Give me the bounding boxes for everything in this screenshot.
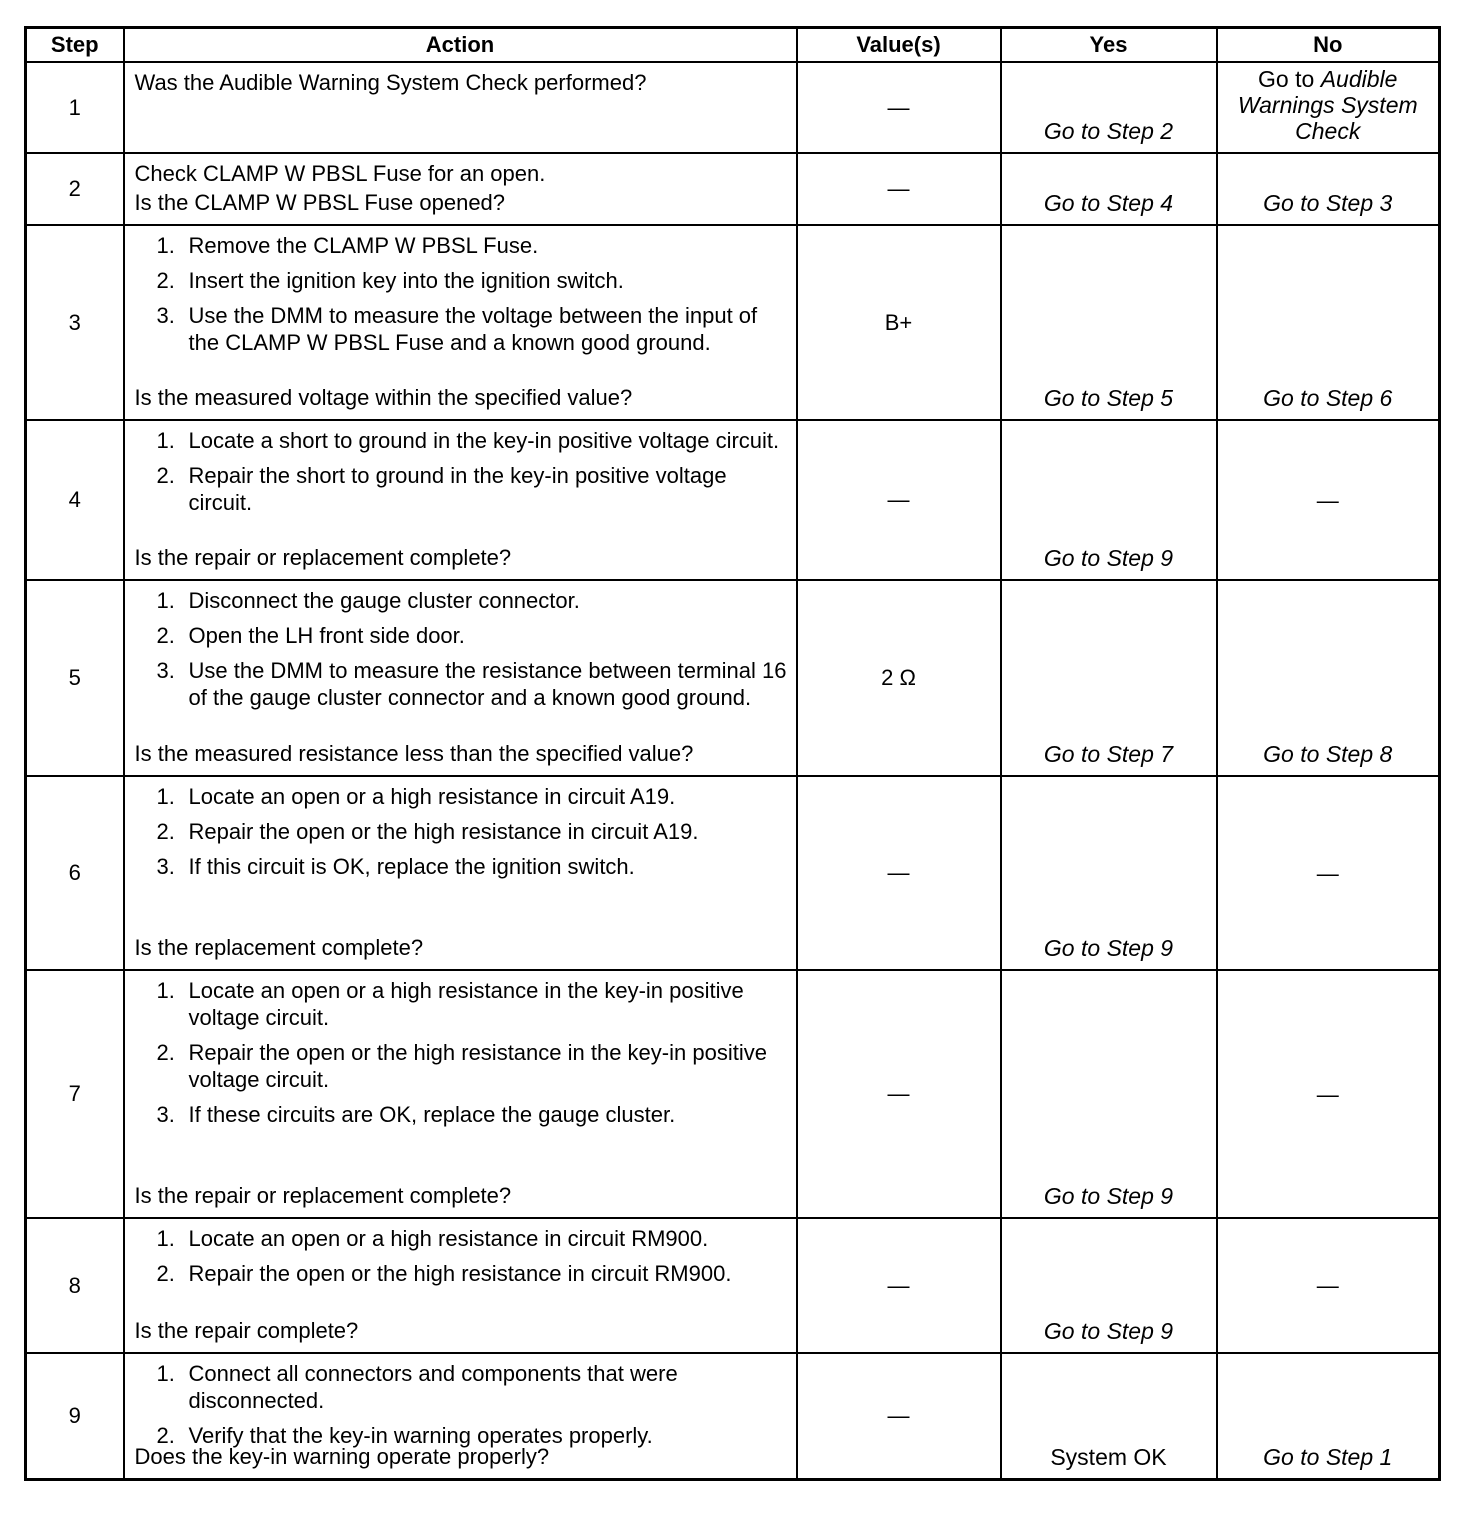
yes-result: Go to Step 5 <box>1043 385 1174 411</box>
step-number: 9 <box>26 1353 124 1479</box>
no-result: — <box>1316 1081 1339 1107</box>
sub-step-item <box>135 657 788 711</box>
action-content <box>135 587 788 769</box>
sub-step-text: Locate a short to ground in the key-in positive voltage circuit. <box>188 428 780 453</box>
table-row <box>26 1353 1440 1479</box>
sub-step-item <box>135 267 788 294</box>
sub-step-text: Repair the open or the high resistance in circuit RM900. <box>188 1261 732 1286</box>
sub-step-text: Connect all connectors and components that were disconnected. <box>188 1361 678 1413</box>
action-question: Is the replacement complete? <box>134 935 424 960</box>
sub-step-text: Locate an open or a high resistance in the key-in positive voltage circuit. <box>188 978 744 1030</box>
no-result: Go to Step 1 <box>1263 1443 1393 1470</box>
header-step: Step <box>26 28 124 63</box>
step-number: 7 <box>26 970 124 1218</box>
header-no: No <box>1217 28 1440 63</box>
no-cell <box>1217 420 1440 580</box>
sub-step-list <box>135 783 788 880</box>
sub-step-item <box>135 818 788 845</box>
table-row <box>26 225 1440 420</box>
no-cell <box>1217 580 1440 776</box>
sub-step-item <box>135 1360 788 1414</box>
step-number: 1 <box>26 62 124 153</box>
action-content <box>135 1360 788 1472</box>
value-cell: — <box>797 62 1001 153</box>
value-cell: 2 Ω <box>797 580 1001 776</box>
no-result: Go to Step 6 <box>1263 385 1393 411</box>
sub-step-number: 1. <box>156 1226 175 1251</box>
no-result-prefix: Go to <box>1258 66 1315 92</box>
sub-step-text: Locate an open or a high resistance in circuit A19. <box>188 784 676 809</box>
yes-cell <box>1001 580 1217 776</box>
no-cell <box>1217 225 1440 420</box>
yes-result: Go to Step 9 <box>1043 1183 1174 1209</box>
action-cell <box>124 970 797 1218</box>
sub-step-list <box>135 587 788 711</box>
sub-step-item <box>135 232 788 259</box>
yes-result: Go to Step 2 <box>1043 118 1174 144</box>
no-cell <box>1217 776 1440 970</box>
action-question: Is the repair or replacement complete? <box>134 1183 512 1208</box>
yes-cell <box>1001 970 1217 1218</box>
sub-step-text: Use the DMM to measure the voltage between the input of the CLAMP W PBSL Fuse and a known good ground. <box>188 303 758 355</box>
yes-result: Go to Step 9 <box>1043 1318 1174 1344</box>
sub-step-number: 1. <box>156 1361 175 1386</box>
sub-step-number: 2. <box>156 1040 175 1065</box>
yes-cell <box>1001 1218 1217 1353</box>
sub-step-number: 1. <box>156 978 175 1003</box>
sub-step-number: 2. <box>156 819 175 844</box>
action-content <box>135 783 788 963</box>
value-cell: — <box>797 1218 1001 1353</box>
yes-cell <box>1001 1353 1217 1479</box>
action-question: Does the key-in warning operate properly? <box>134 1443 550 1469</box>
action-content <box>135 232 788 413</box>
no-cell <box>1217 153 1440 225</box>
action-cell <box>124 225 797 420</box>
sub-step-list <box>135 1225 788 1287</box>
no-result-reference: Audible Warnings System Check <box>1237 66 1418 144</box>
yes-result: Go to Step 7 <box>1043 741 1174 767</box>
yes-cell <box>1001 153 1217 225</box>
yes-result: System OK <box>1050 1443 1167 1470</box>
sub-step-number: 1. <box>156 588 175 613</box>
sub-step-item <box>135 1039 788 1093</box>
step-number: 6 <box>26 776 124 970</box>
action-question: Is the repair or replacement complete? <box>134 545 512 570</box>
action-question: Is the CLAMP W PBSL Fuse opened? <box>134 190 506 215</box>
action-cell <box>124 62 797 153</box>
value-cell: B+ <box>797 225 1001 420</box>
sub-step-item <box>135 1101 788 1128</box>
action-cell <box>124 153 797 225</box>
yes-cell <box>1001 420 1217 580</box>
action-question: Is the repair complete? <box>134 1318 359 1343</box>
no-result: — <box>1316 1273 1339 1298</box>
sub-step-number: 3. <box>156 658 175 683</box>
action-cell <box>124 580 797 776</box>
table-header-row <box>26 28 1440 63</box>
sub-step-text: Repair the open or the high resistance in the key-in positive voltage circuit. <box>188 1040 767 1092</box>
action-content <box>135 1225 788 1346</box>
action-content <box>135 977 788 1211</box>
sub-step-item <box>135 427 788 454</box>
no-cell <box>1217 970 1440 1218</box>
sub-step-item <box>135 462 788 516</box>
sub-step-number: 1. <box>156 784 175 809</box>
action-cell <box>124 420 797 580</box>
yes-result: Go to Step 9 <box>1043 935 1174 961</box>
step-number: 2 <box>26 153 124 225</box>
sub-step-text: Repair the open or the high resistance in circuit A19. <box>188 819 699 844</box>
sub-step-item <box>135 783 788 810</box>
sub-step-list <box>135 1360 788 1449</box>
sub-step-number: 1. <box>156 233 175 258</box>
sub-step-text: Repair the short to ground in the key-in positive voltage circuit. <box>188 463 727 515</box>
sub-step-text: Locate an open or a high resistance in circuit RM900. <box>188 1226 709 1251</box>
sub-step-item <box>135 622 788 649</box>
header-values: Value(s) <box>797 28 1001 63</box>
sub-step-item <box>135 1225 788 1252</box>
yes-cell <box>1001 225 1217 420</box>
sub-step-text: Use the DMM to measure the resistance between terminal 16 of the gauge cluster connector and a known good ground. <box>188 658 787 710</box>
sub-step-number: 2. <box>156 268 175 293</box>
sub-step-text: Disconnect the gauge cluster connector. <box>188 588 580 613</box>
table-row <box>26 153 1440 225</box>
value-cell: — <box>797 420 1001 580</box>
header-action: Action <box>124 28 797 63</box>
no-result <box>1218 66 1439 152</box>
action-cell <box>124 1353 797 1479</box>
value-cell: — <box>797 970 1001 1218</box>
table-row <box>26 776 1440 970</box>
no-result: — <box>1316 860 1339 886</box>
sub-step-item <box>135 302 788 356</box>
table-row <box>26 62 1440 153</box>
no-result: Go to Step 3 <box>1263 190 1393 216</box>
step-number: 4 <box>26 420 124 580</box>
yes-cell <box>1001 62 1217 153</box>
table-row <box>26 970 1440 1218</box>
sub-step-number: 3. <box>156 1102 175 1127</box>
sub-step-list <box>135 977 788 1128</box>
step-number: 5 <box>26 580 124 776</box>
action-cell <box>124 1218 797 1353</box>
table-row <box>26 420 1440 580</box>
no-result: — <box>1316 487 1339 513</box>
sub-step-text: Verify that the key-in warning operates properly. <box>188 1423 653 1448</box>
sub-step-number: 2. <box>156 1423 175 1448</box>
sub-step-number: 2. <box>156 463 175 488</box>
sub-step-item <box>135 1260 788 1287</box>
sub-step-number: 2. <box>156 1261 175 1286</box>
no-result: Go to Step 8 <box>1263 741 1393 767</box>
sub-step-list <box>135 232 788 356</box>
sub-step-list <box>135 427 788 516</box>
action-question: Is the measured resistance less than the specified value? <box>134 741 694 766</box>
step-number: 3 <box>26 225 124 420</box>
sub-step-text: If this circuit is OK, replace the ignition switch. <box>188 854 635 879</box>
no-cell <box>1217 62 1440 153</box>
sub-step-number: 1. <box>156 428 175 453</box>
sub-step-item <box>135 853 788 880</box>
sub-step-number: 3. <box>156 854 175 879</box>
table-row <box>26 580 1440 776</box>
value-cell: — <box>797 776 1001 970</box>
sub-step-number: 2. <box>156 623 175 648</box>
yes-result: Go to Step 9 <box>1043 545 1174 571</box>
sub-step-text: Open the LH front side door. <box>188 623 465 648</box>
action-content <box>135 69 788 146</box>
yes-cell <box>1001 776 1217 970</box>
sub-step-text: Insert the ignition key into the ignition switch. <box>188 268 624 293</box>
yes-result: Go to Step 4 <box>1043 190 1174 216</box>
value-cell: — <box>797 1353 1001 1479</box>
sub-step-text: If these circuits are OK, replace the gauge cluster. <box>188 1102 676 1127</box>
action-question: Is the measured voltage within the specified value? <box>134 385 633 410</box>
action-cell <box>124 776 797 970</box>
diagnostic-table <box>24 26 1441 1481</box>
sub-step-item <box>135 587 788 614</box>
action-question: Was the Audible Warning System Check performed? <box>134 70 647 95</box>
action-line: Check CLAMP W PBSL Fuse for an open. <box>134 161 546 186</box>
action-content <box>135 160 788 218</box>
sub-step-item <box>135 977 788 1031</box>
action-content <box>135 427 788 573</box>
sub-step-number: 3. <box>156 303 175 328</box>
value-cell: — <box>797 153 1001 225</box>
table-body <box>26 62 1440 1479</box>
no-cell <box>1217 1353 1440 1479</box>
step-number: 8 <box>26 1218 124 1353</box>
header-yes: Yes <box>1001 28 1217 63</box>
table-row <box>26 1218 1440 1353</box>
sub-step-text: Remove the CLAMP W PBSL Fuse. <box>188 233 539 258</box>
no-cell <box>1217 1218 1440 1353</box>
